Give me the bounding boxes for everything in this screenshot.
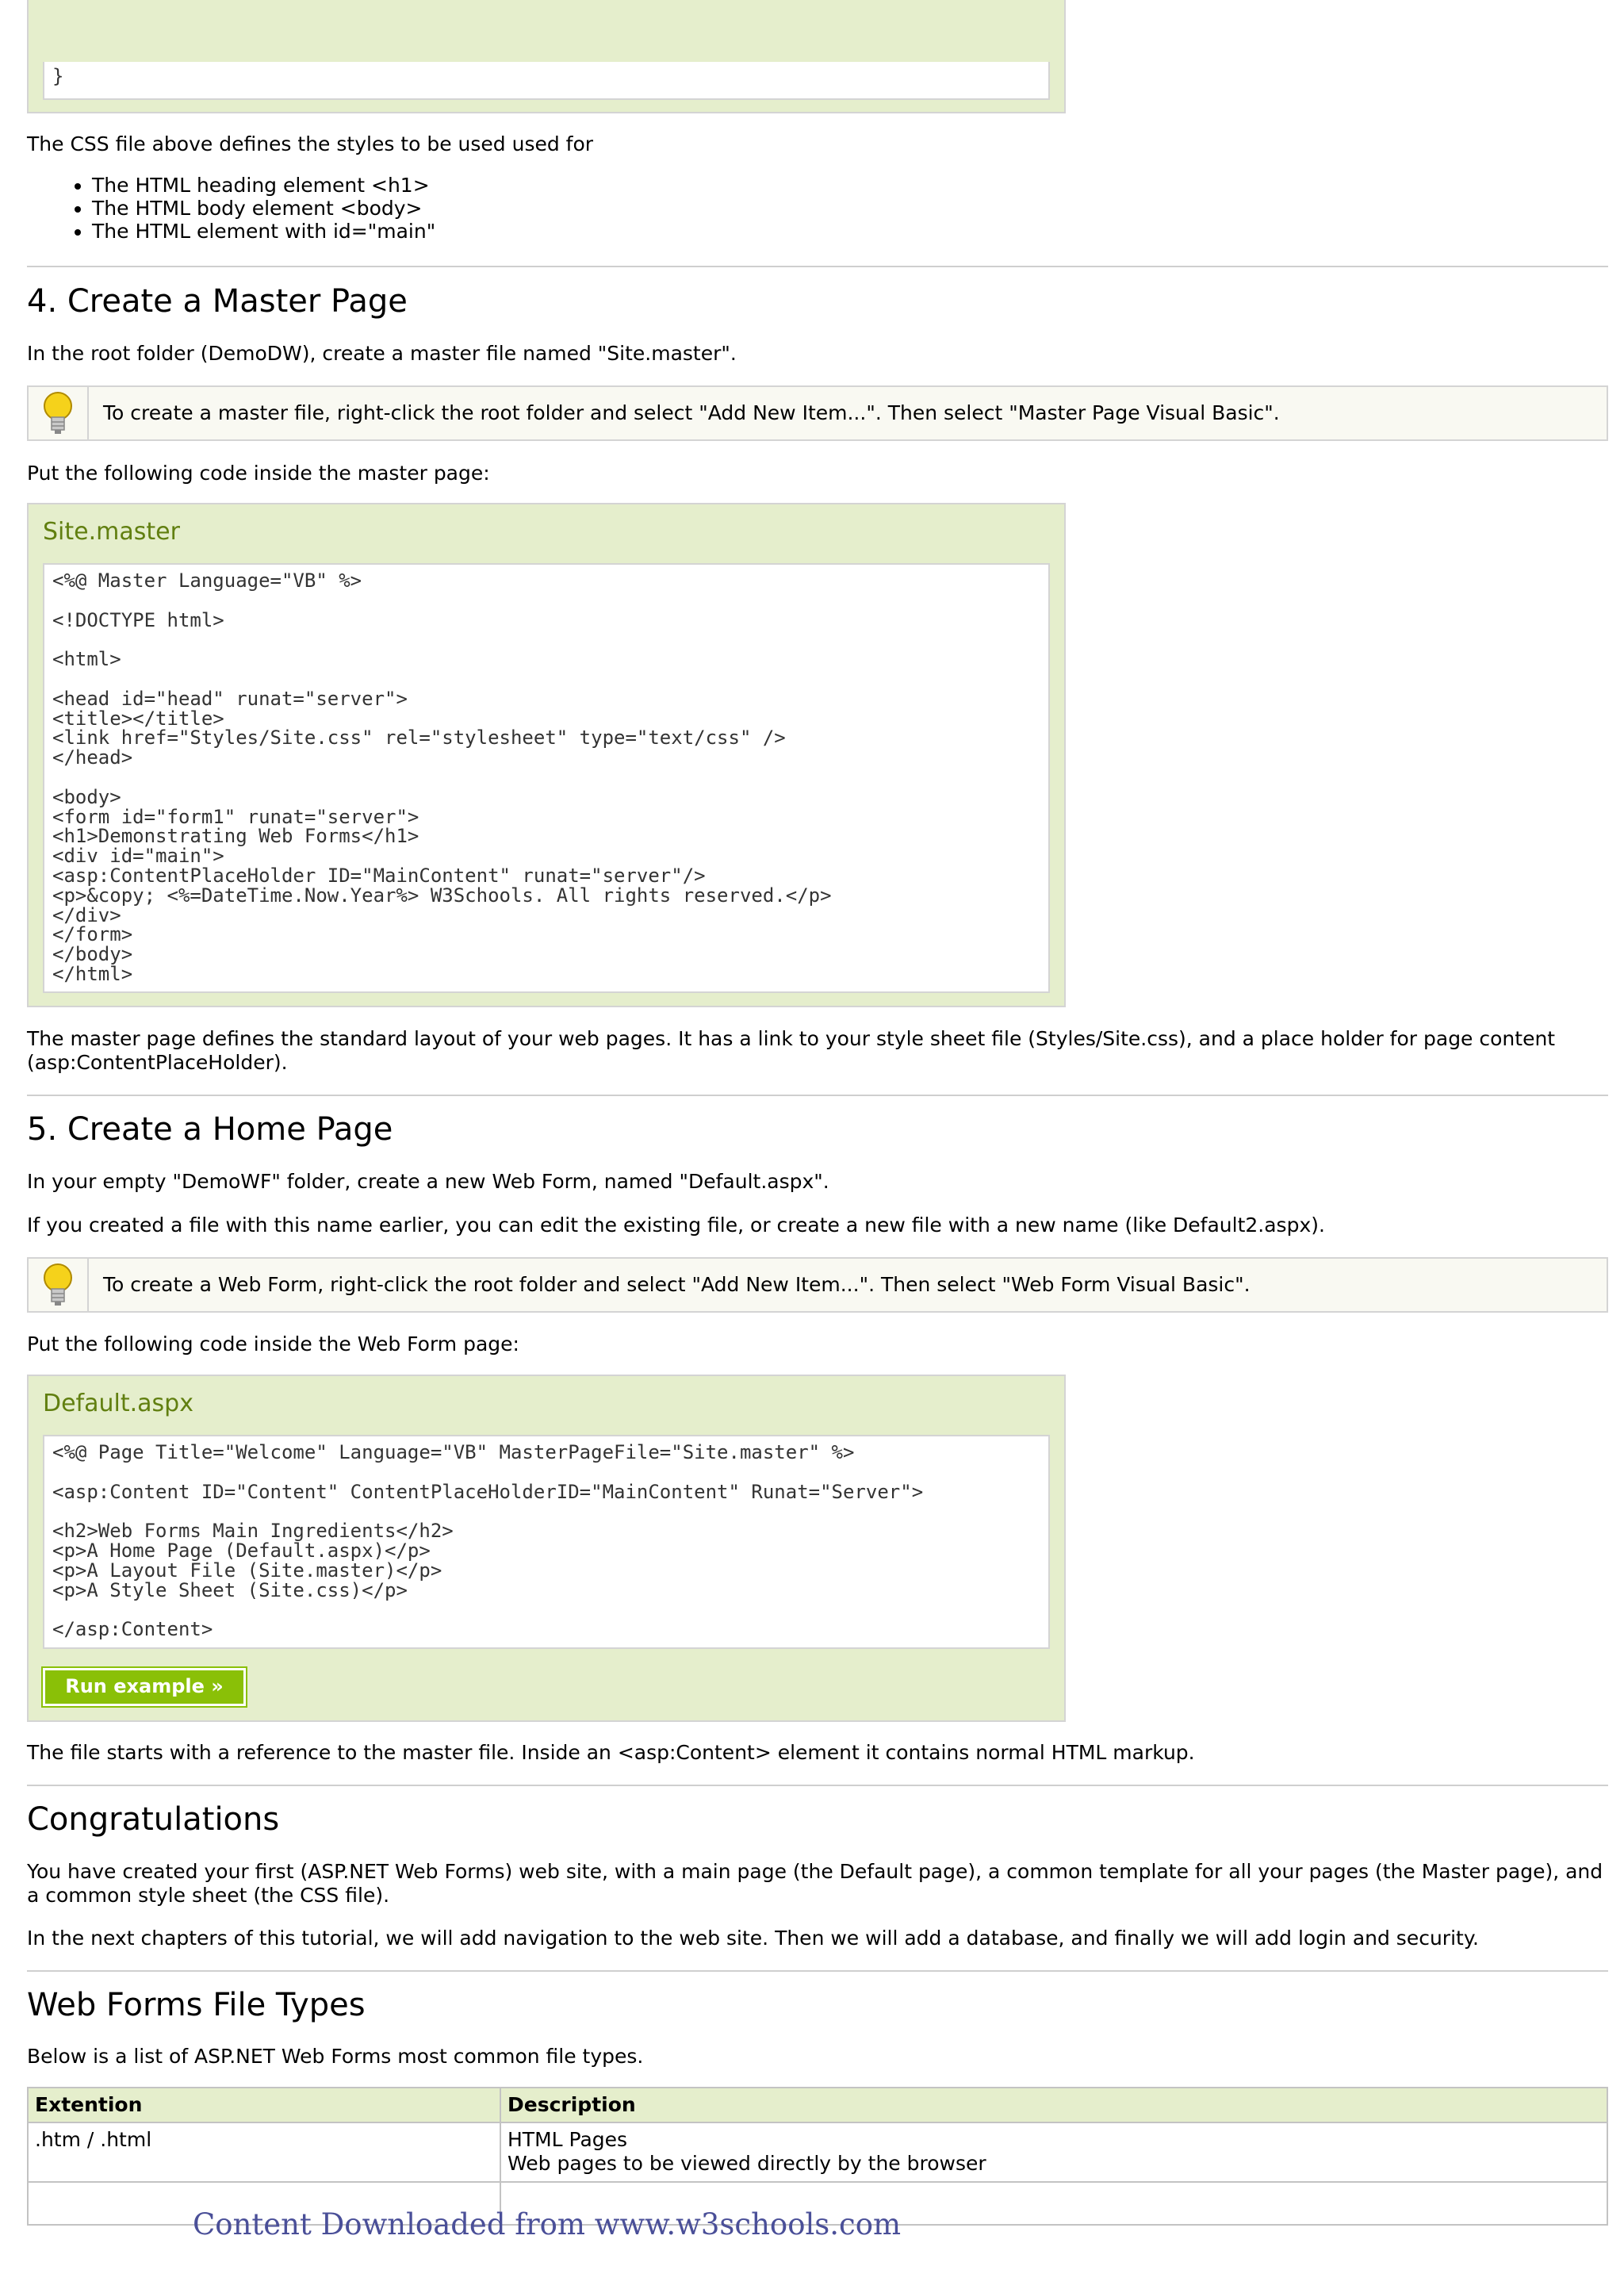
s5-put-code-text: Put the following code inside the Web Form page: xyxy=(27,1332,519,1355)
section-heading-home-page: 5. Create a Home Page xyxy=(27,1111,393,1148)
table-row xyxy=(28,2122,1607,2182)
tip-text: To create a master file, right-click the root folder and select "Add New Item...". Then select "Master Page Visual Basic". xyxy=(103,401,1280,424)
s5-intro-text: In your empty "DemoWF" folder, create a new Web Form, named "Default.aspx". xyxy=(27,1170,829,1193)
tip-box-webform xyxy=(27,1257,1608,1313)
section-heading-congratulations: Congratulations xyxy=(27,1801,280,1838)
divider xyxy=(27,1095,1608,1096)
s4-intro-text: In the root folder (DemoDW), create a master file named "Site.master". xyxy=(27,342,737,365)
description-line: HTML Pages xyxy=(508,2128,628,2151)
watermark-bottom: Content Downloaded from www.w3schools.com xyxy=(193,2207,902,2241)
code-block-site-master: <%@ Master Language="VB" %> <!DOCTYPE html> <html> <head id="head" runat="server"> <title></title> <link href="Styles/Site.css" rel="stylesheet" type="text/css" /> </head> <body> <form id="form1" runat="server"> <h1>Demonstrating Web Forms</h1> <div id="main"> <asp:ContentPlaceHolder ID="MainContent" runat="server"/> <p>&copy; <%=DateTime.Now.Year%> W3Schools. All rights reserved.</p> </div> </form> </body> </html> xyxy=(43,563,1050,993)
description-line: Web pages to be viewed directly by the browser xyxy=(508,2152,986,2175)
css-items-list xyxy=(27,174,435,243)
s5-after-text: The file starts with a reference to the master file. Inside an <asp:Content> element it contains normal HTML markup. xyxy=(27,1741,1195,1764)
table-cell-description xyxy=(500,2122,1607,2182)
s4-after-text: The master page defines the standard layout of your web pages. It has a link to your style sheet file (Styles/Site.css), and a place holder for page content (asp:ContentPlaceHolder). xyxy=(27,1027,1556,1074)
list-item: • The HTML body element <body> xyxy=(92,197,435,220)
code-block-previous: } xyxy=(43,62,1050,100)
code-box-site-master xyxy=(27,503,1066,1007)
congrats-text-2: In the next chapters of this tutorial, we will add navigation to the web site. Then we will add a database, and finally we will add login and security. xyxy=(27,1927,1479,1950)
congrats-text-1: You have created your first (ASP.NET Web Forms) web site, with a main page (the Default page), a common template for all your pages (the Master page), and a common style sheet (the CSS file). xyxy=(27,1860,1603,1907)
tip-text: To create a Web Form, right-click the root folder and select "Add New Item...". Then select "Web Form Visual Basic". xyxy=(103,1273,1251,1296)
code-box-title: Default.aspx xyxy=(43,1390,193,1417)
list-item: • The HTML heading element <h1> xyxy=(92,174,435,197)
code-box-default-aspx xyxy=(27,1375,1066,1722)
s5-intro-text-2: If you created a file with this name earlier, you can edit the existing file, or create a new file with a new name (like Default2.aspx). xyxy=(27,1214,1325,1237)
divider xyxy=(27,266,1608,267)
code-box-previous xyxy=(27,0,1066,113)
column-header-extention: Extention xyxy=(28,2088,500,2122)
column-header-description: Description xyxy=(500,2088,1607,2122)
s4-put-code-text: Put the following code inside the master page: xyxy=(27,462,490,485)
lightbulb-icon xyxy=(29,1259,87,1311)
css-intro-text: The CSS file above defines the styles to be used used for xyxy=(27,132,594,155)
file-types-table xyxy=(27,2087,1608,2226)
table-header-row xyxy=(28,2088,1607,2122)
code-box-title: Site.master xyxy=(43,518,180,546)
section-heading-file-types: Web Forms File Types xyxy=(27,1987,366,2023)
divider xyxy=(27,1970,1608,1972)
code-block-default-aspx: <%@ Page Title="Welcome" Language="VB" MasterPageFile="Site.master" %> <asp:Content ID="Content" ContentPlaceHolderID="MainContent" Runat="Server"> <h2>Web Forms Main Ingredients</h2> <p>A Home Page (Default.aspx)</p> <p>A Layout File (Site.master)</p> <p>A Style Sheet (Site.css)</p> </asp:Content> xyxy=(43,1435,1050,1649)
divider xyxy=(27,1785,1608,1786)
list-item: • The HTML element with id="main" xyxy=(92,220,435,243)
lightbulb-icon xyxy=(29,387,87,439)
file-types-intro-text: Below is a list of ASP.NET Web Forms most common file types. xyxy=(27,2045,644,2068)
tip-box-master xyxy=(27,385,1608,441)
table-cell-extension: .htm / .html xyxy=(28,2122,500,2182)
section-heading-master-page: 4. Create a Master Page xyxy=(27,283,408,320)
run-example-button[interactable]: Run example » xyxy=(43,1668,246,1706)
